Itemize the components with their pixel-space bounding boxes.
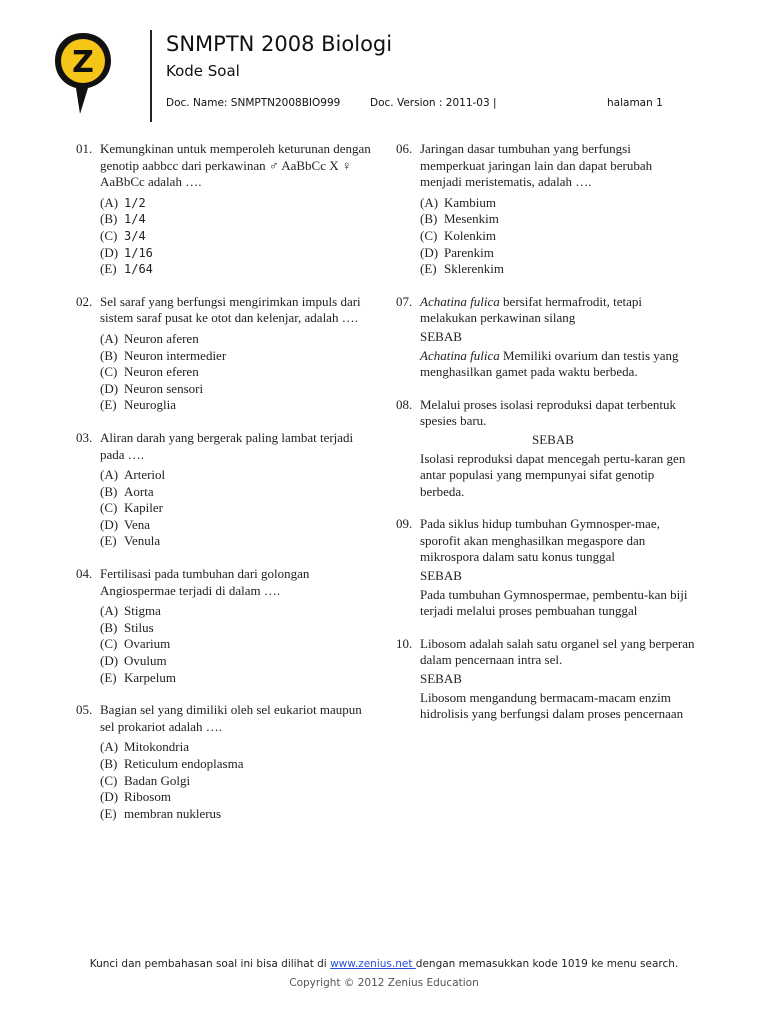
option-a: (A) Arteriol <box>100 467 166 483</box>
option-b: (B) Reticulum endoplasma <box>100 756 244 771</box>
option-d: (D) Ribosom <box>100 789 171 805</box>
page-title: SNMPTN 2008 Biologi <box>166 32 393 56</box>
option-e: (E) Venula <box>100 533 161 549</box>
reason-text: Libosom mengandung bermacam-macam enzim hidrolisis yang berfungsi dalam proses pencernaan <box>420 689 684 722</box>
header-divider <box>150 30 152 122</box>
option-d: (D) 1/16 <box>100 244 153 260</box>
question-number: 01. <box>76 141 93 156</box>
question-text: Bagian sel yang dimiliki oleh sel eukariot maupun sel prokariot adalah …. <box>100 702 362 734</box>
question-03 <box>76 430 376 550</box>
reason-text: Isolasi reproduksi dapat mencegah pertu-karan gen antar populasi yang mempunyai sifat genotip berbeda. <box>420 450 686 499</box>
sebab-label: SEBAB <box>420 568 462 584</box>
option-a: (A) Kambium <box>420 194 496 210</box>
option-b: (B) Aorta <box>100 483 154 499</box>
option-e: (E) Neuroglia <box>100 397 176 413</box>
copyright: Copyright © 2012 Zenius Education <box>289 977 479 989</box>
option-b: (B) Stilus <box>100 619 154 635</box>
page-subtitle: Kode Soal <box>166 62 240 80</box>
zenius-link[interactable]: www.zenius.net <box>330 958 416 970</box>
sebab-label: SEBAB <box>420 671 462 687</box>
option-d: (D) Vena <box>100 516 150 532</box>
question-09 <box>396 516 696 620</box>
option-e: (E) Karpelum <box>100 669 176 685</box>
logo-letter: Z <box>72 45 94 80</box>
option-c: (C) Ovarium <box>100 636 171 652</box>
question-04 <box>76 566 376 686</box>
page-number: halaman 1 <box>607 97 663 109</box>
statement-text: Pada siklus hidup tumbuhan Gymnosper-mae, sporofit akan menghasilkan megaspore dan mikrospora dalam satu konus tunggal <box>420 516 660 565</box>
sebab-label: SEBAB <box>532 431 574 447</box>
reason-text: Achatina fulica Memiliki ovarium dan testis yang menghasilkan gamet pada waktu berbeda. <box>420 347 679 380</box>
option-b: (B) Neuron intermedier <box>100 347 227 363</box>
option-a: (A) Neuron aferen <box>100 330 199 346</box>
question-02 <box>76 294 376 414</box>
question-text: Jaringan dasar tumbuhan yang berfungsi memperkuat jaringan lain dan dapat berubah menjadi meristematis, adalah …. <box>420 141 653 190</box>
statement-text: Libosom adalah salah satu organel sel yang berperan dalam pencernaan intra sel. <box>420 635 695 668</box>
option-e: (E) 1/64 <box>100 261 153 277</box>
left-column <box>76 141 376 822</box>
question-01 <box>76 141 376 278</box>
question-number: 04. <box>76 566 93 582</box>
question-number: 05. <box>76 702 93 718</box>
option-b: (B) Mesenkim <box>420 211 499 227</box>
option-c: (C) Neuron eferen <box>100 364 199 380</box>
reason-text: Pada tumbuhan Gymnospermae, pembentu-kan biji terjadi melalui proses pembuahan tunggal <box>420 586 688 619</box>
sebab-label: SEBAB <box>420 328 462 344</box>
option-e: (E) membran nuklerus <box>100 805 222 821</box>
question-number: 03. <box>76 429 93 445</box>
question-text: Fertilisasi pada tumbuhan dari golongan Angiospermae terjadi di dalam …. <box>100 566 310 598</box>
option-c: (C) Badan Golgi <box>100 772 191 788</box>
zenius-logo-icon <box>52 30 114 118</box>
question-text: Kemungkinan untuk memperoleh keturunan dengan genotip aabbcc dari perkawinan ♂ AaBbCc X ♀ AaBbCc adalah …. <box>100 141 371 190</box>
question-number: 06. <box>396 141 413 156</box>
question-number: 02. <box>76 293 93 309</box>
question-08 <box>396 397 696 501</box>
statement-text: Achatina fulica bersifat hermafrodit, tetapi melakukan perkawinan silang <box>420 293 643 326</box>
question-07 <box>396 294 696 381</box>
option-b: (B) 1/4 <box>100 211 146 227</box>
question-number: 07. <box>396 293 413 309</box>
option-a: (A) Stigma <box>100 603 161 619</box>
question-number: 10. <box>396 635 413 651</box>
option-e: (E) Sklerenkim <box>420 261 504 277</box>
question-10 <box>396 636 696 723</box>
right-column <box>396 141 696 723</box>
question-number: 08. <box>396 396 413 412</box>
option-c: (C) Kolenkim <box>420 227 496 243</box>
option-d: (D) Ovulum <box>100 653 167 669</box>
option-d: (D) Neuron sensori <box>100 380 204 396</box>
statement-text: Melalui proses isolasi reproduksi dapat terbentuk spesies baru. <box>420 396 676 429</box>
doc-name: Doc. Name: SNMPTN2008BIO999 <box>166 97 341 109</box>
option-a: (A) 1/2 <box>100 194 146 210</box>
question-05 <box>76 702 376 822</box>
doc-version: Doc. Version : 2011-03 | <box>370 97 497 109</box>
option-c: (C) 3/4 <box>100 227 146 243</box>
option-c: (C) Kapiler <box>100 500 163 516</box>
question-text: Sel saraf yang berfungsi mengirimkan impuls dari sistem saraf pusat ke otot dan kelenjar, adalah …. <box>100 293 361 326</box>
question-06 <box>396 141 696 278</box>
question-number: 09. <box>396 516 413 532</box>
option-d: (D) Parenkim <box>420 244 494 260</box>
option-a: (A) Mitokondria <box>100 739 189 755</box>
footer-note: Kunci dan pembahasan soal ini bisa dilihat di www.zenius.net dengan memasukkan kode 1019 ke menu search. <box>89 958 679 970</box>
question-text: Aliran darah yang bergerak paling lambat terjadi pada …. <box>100 429 354 462</box>
